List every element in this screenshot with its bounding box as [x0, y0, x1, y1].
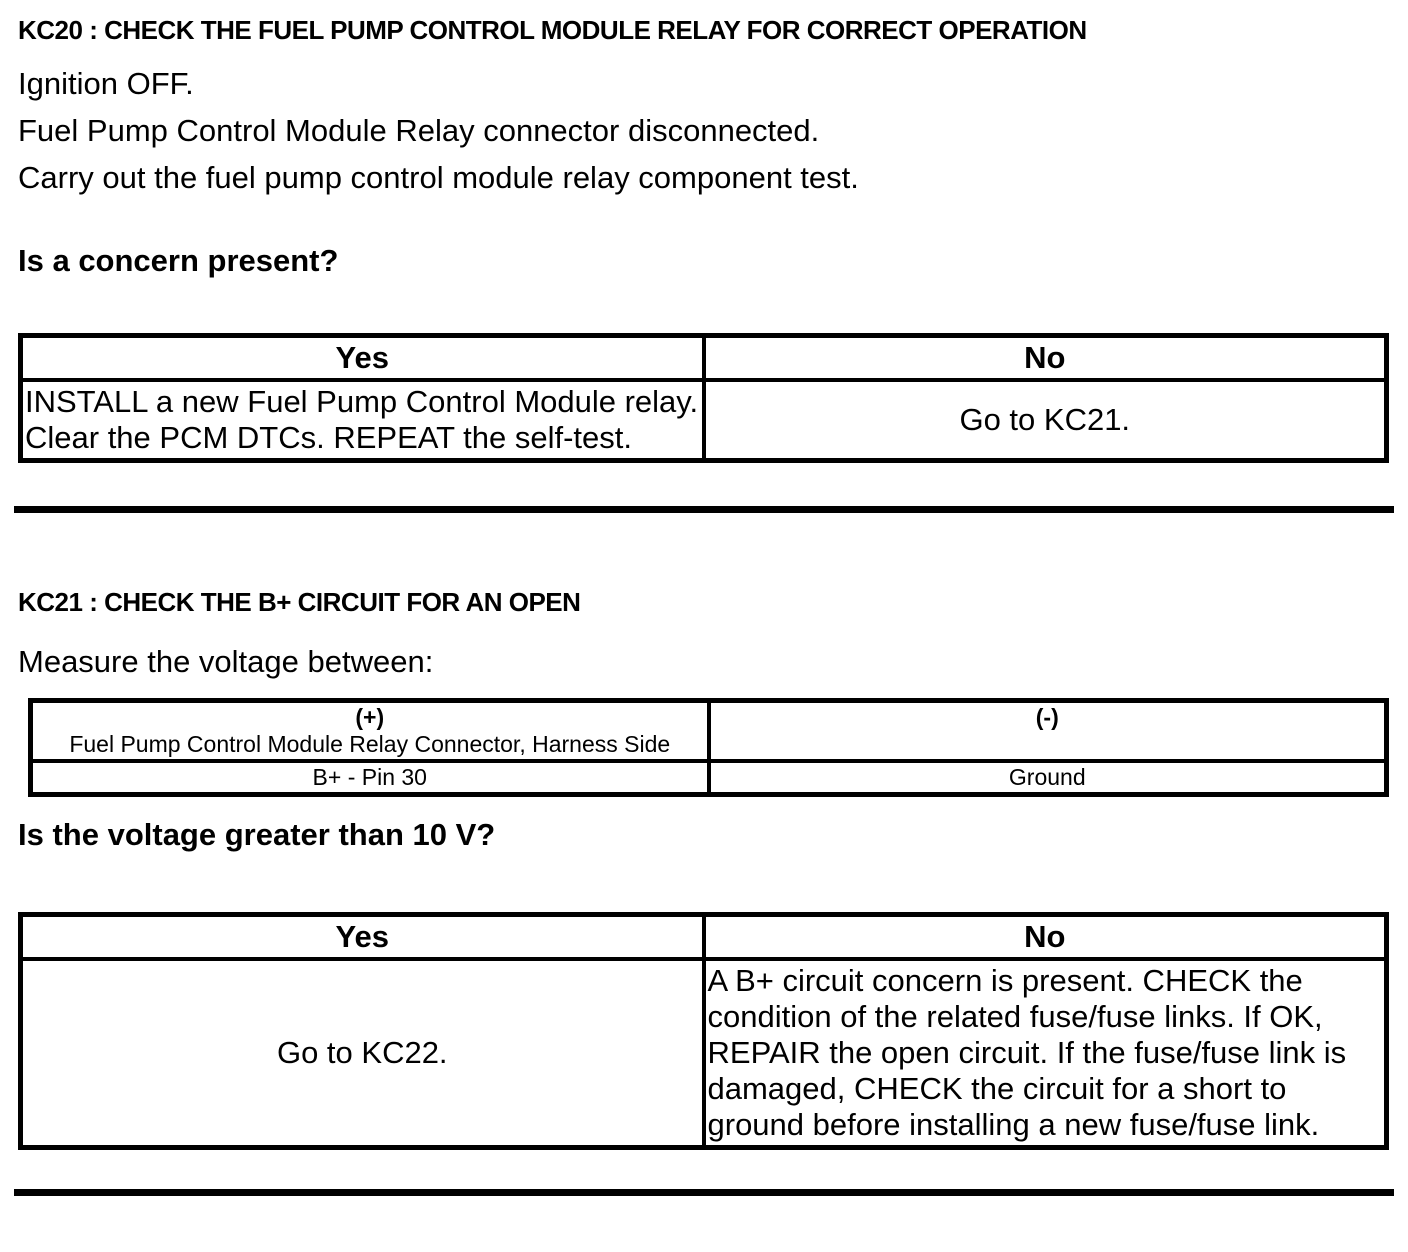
- question-concern-present: Is a concern present?: [18, 243, 339, 278]
- positive-connector-label: Fuel Pump Control Module Relay Connector, Harness Side: [69, 731, 671, 757]
- decision-body-row: [21, 959, 1387, 1148]
- decision-table-kc21: [18, 912, 1389, 1150]
- measurement-header-row: [31, 701, 1387, 762]
- no-action-cell: [704, 380, 1387, 461]
- section-kc21: [18, 586, 1390, 1150]
- negative-polarity-label: (-): [1035, 704, 1059, 730]
- step-ignition-off: Ignition OFF.: [18, 66, 194, 101]
- step-relay-disconnected: Fuel Pump Control Module Relay connector disconnected.: [18, 113, 820, 148]
- question-voltage-greater: Is the voltage greater than 10 V?: [18, 817, 496, 852]
- section-divider: [14, 1189, 1394, 1196]
- section-divider: [14, 506, 1394, 513]
- no-column-header: No: [704, 336, 1387, 381]
- positive-polarity-label: (+): [355, 704, 385, 730]
- decision-body-row: [21, 380, 1387, 461]
- decision-table-kc20: [18, 333, 1389, 463]
- section-kc20: [18, 14, 1390, 463]
- positive-pin-cell: B+ - Pin 30: [31, 761, 709, 795]
- measurement-row: [31, 761, 1387, 795]
- negative-pin-cell: Ground: [709, 761, 1387, 795]
- decision-header-row: [21, 915, 1387, 960]
- yes-action-line: Clear the PCM DTCs. REPEAT the self-test.: [25, 420, 632, 455]
- decision-header-row: [21, 336, 1387, 381]
- yes-column-header: Yes: [21, 336, 704, 381]
- section-kc20-heading: KC20 : CHECK THE FUEL PUMP CONTROL MODULE RELAY FOR CORRECT OPERATION: [18, 15, 1087, 45]
- yes-action-line: Go to KC22.: [276, 1035, 448, 1070]
- section-kc21-heading: KC21 : CHECK THE B+ CIRCUIT FOR AN OPEN: [18, 587, 581, 617]
- positive-lead-header: [31, 701, 709, 762]
- step-component-test: Carry out the fuel pump control module relay component test.: [18, 160, 859, 195]
- no-action-line: A B+ circuit concern is present. CHECK the condition of the related fuse/fuse links. If OK, REPAIR the open circuit. If the fuse/fuse link is damaged, CHECK the circuit for a short to ground before installing a new fuse/fuse link.: [707, 963, 1347, 1142]
- yes-action-line: INSTALL a new Fuel Pump Control Module relay.: [25, 384, 699, 419]
- no-column-header: No: [704, 915, 1387, 960]
- yes-action-cell: [21, 959, 704, 1148]
- yes-action-cell: [21, 380, 704, 461]
- step-measure-voltage: Measure the voltage between:: [18, 644, 434, 679]
- yes-column-header: Yes: [21, 915, 704, 960]
- no-action-line: Go to KC21.: [959, 402, 1131, 437]
- negative-lead-header: [709, 701, 1387, 762]
- no-action-cell: [704, 959, 1387, 1148]
- measurement-table-kc21: [28, 698, 1389, 797]
